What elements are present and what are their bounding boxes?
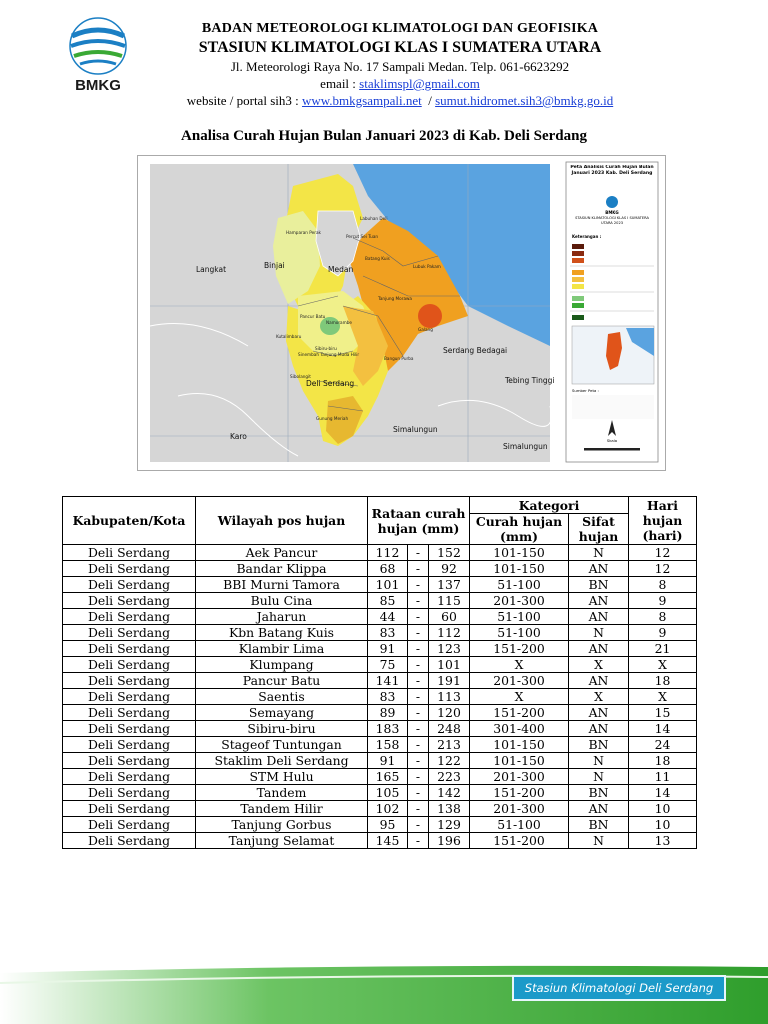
label-kutalimbaru: Kutalimbaru <box>276 334 302 339</box>
cell-rataan-min: 112 <box>368 545 408 561</box>
cell-rataan-max: 123 <box>429 641 470 657</box>
cell-rataan-max: 152 <box>429 545 470 561</box>
cell-wilayah: Jaharun <box>196 609 368 625</box>
label-simalungun-1: Simalungun <box>393 425 438 434</box>
label-serdang-bedagai: Serdang Bedagai <box>443 346 508 355</box>
cell-kabupaten: Deli Serdang <box>63 625 196 641</box>
cell-rataan-max: 92 <box>429 561 470 577</box>
label-tanjung-morawa: Tanjung Morawa <box>378 296 412 301</box>
cell-curah: 151-200 <box>470 833 569 849</box>
cell-sifat: AN <box>569 609 629 625</box>
cell-dash: - <box>408 641 429 657</box>
cell-sifat: AN <box>569 593 629 609</box>
cell-rataan-min: 183 <box>368 721 408 737</box>
cell-hari: 12 <box>629 561 697 577</box>
cell-rataan-min: 68 <box>368 561 408 577</box>
cell-rataan-min: 44 <box>368 609 408 625</box>
cell-dash: - <box>408 609 429 625</box>
table-row <box>63 625 697 641</box>
cell-wilayah: Semayang <box>196 705 368 721</box>
website-separator: / <box>421 93 436 108</box>
table-row <box>63 545 697 561</box>
cell-kabupaten: Deli Serdang <box>63 817 196 833</box>
cell-sifat: BN <box>569 817 629 833</box>
header-hari-hujan: Hari hujan (hari) <box>629 497 697 545</box>
label-hamparan-perak: Hamparan Perak <box>286 230 321 235</box>
cell-sifat: BN <box>569 785 629 801</box>
footer-station-label: Stasiun Klimatologi Deli Serdang <box>512 975 726 1001</box>
cell-rataan-max: 120 <box>429 705 470 721</box>
cell-kabupaten: Deli Serdang <box>63 769 196 785</box>
cell-kabupaten: Deli Serdang <box>63 801 196 817</box>
letterhead <box>0 0 768 120</box>
cell-kabupaten: Deli Serdang <box>63 721 196 737</box>
email-link[interactable]: staklimspl@gmail.com <box>359 76 480 91</box>
cell-kabupaten: Deli Serdang <box>63 545 196 561</box>
cell-hari: 10 <box>629 801 697 817</box>
header-curah-hujan: Curah hujan (mm) <box>470 514 569 545</box>
cell-rataan-max: 129 <box>429 817 470 833</box>
legend-logo: BMKG <box>605 210 619 215</box>
cell-dash: - <box>408 753 429 769</box>
website-prefix: website / portal sih3 : <box>186 93 302 108</box>
cell-kabupaten: Deli Serdang <box>63 689 196 705</box>
cell-dash: - <box>408 657 429 673</box>
legend-sources: Sumber Peta : <box>572 388 599 393</box>
cell-wilayah: Tandem <box>196 785 368 801</box>
table-row <box>63 817 697 833</box>
cell-rataan-min: 91 <box>368 641 408 657</box>
cell-wilayah: BBI Murni Tamora <box>196 577 368 593</box>
cell-curah: 201-300 <box>470 593 569 609</box>
table-row <box>63 785 697 801</box>
cell-hari: 11 <box>629 769 697 785</box>
legend-logo-icon <box>606 196 618 208</box>
cell-kabupaten: Deli Serdang <box>63 609 196 625</box>
cell-wilayah: Sibiru-biru <box>196 721 368 737</box>
label-simalungun-2: Simalungun <box>503 442 548 451</box>
table-body <box>63 545 697 849</box>
label-tebing-tinggi: Tebing Tinggi <box>505 376 555 385</box>
cell-kabupaten: Deli Serdang <box>63 593 196 609</box>
cell-curah: 201-300 <box>470 673 569 689</box>
cell-rataan-min: 101 <box>368 577 408 593</box>
website-link[interactable]: www.bmkgsampali.net <box>301 93 422 108</box>
cell-rataan-min: 85 <box>368 593 408 609</box>
label-namorambe: Namorambe <box>326 320 352 325</box>
cell-curah: 151-200 <box>470 641 569 657</box>
cell-curah: 51-100 <box>470 577 569 593</box>
station-name: STASIUN KLIMATOLOGI KLAS I SUMATERA UTARA <box>198 39 602 56</box>
table-row <box>63 609 697 625</box>
cell-curah: 51-100 <box>470 817 569 833</box>
label-lubuk-pakam: Lubuk Pakam <box>413 264 441 269</box>
label-bangun-purba: Bangun Purba <box>384 356 414 361</box>
table-row <box>63 705 697 721</box>
cell-rataan-max: 113 <box>429 689 470 705</box>
cell-dash: - <box>408 577 429 593</box>
cell-kabupaten: Deli Serdang <box>63 833 196 849</box>
cell-sifat: X <box>569 657 629 673</box>
label-karo: Karo <box>230 432 247 441</box>
label-galang: Galang <box>418 327 433 332</box>
cell-curah: 201-300 <box>470 801 569 817</box>
legend-station: STASIUN KLIMATOLOGI KLAS I SUMATERA UTARA 2023 <box>575 216 649 225</box>
cell-wilayah: Stageof Tuntungan <box>196 737 368 753</box>
cell-dash: - <box>408 545 429 561</box>
cell-sifat: AN <box>569 721 629 737</box>
legend-scale: Skala <box>606 438 618 443</box>
cell-sifat: AN <box>569 561 629 577</box>
header-kategori: Kategori <box>470 497 629 514</box>
rainfall-table <box>62 496 697 849</box>
cell-rataan-max: 137 <box>429 577 470 593</box>
cell-sifat: AN <box>569 705 629 721</box>
table-row <box>63 657 697 673</box>
cell-hari: 15 <box>629 705 697 721</box>
cell-curah: 101-150 <box>470 545 569 561</box>
cell-curah: 201-300 <box>470 769 569 785</box>
cell-sifat: BN <box>569 577 629 593</box>
label-stm-hilir: Sinembah Tanjung Muda Hilir <box>298 352 360 357</box>
cell-rataan-min: 89 <box>368 705 408 721</box>
agency-name: BADAN METEOROLOGI KLIMATOLOGI DAN GEOFISIKA <box>201 21 599 36</box>
cell-rataan-min: 91 <box>368 753 408 769</box>
cell-hari: X <box>629 657 697 673</box>
cell-hari: X <box>629 689 697 705</box>
table-row <box>63 737 697 753</box>
cell-kabupaten: Deli Serdang <box>63 753 196 769</box>
table-row <box>63 593 697 609</box>
table-row <box>63 721 697 737</box>
cell-dash: - <box>408 673 429 689</box>
cell-rataan-max: 213 <box>429 737 470 753</box>
scale-bar <box>584 448 640 451</box>
cell-rataan-min: 83 <box>368 689 408 705</box>
cell-sifat: AN <box>569 641 629 657</box>
cell-sifat: N <box>569 833 629 849</box>
bmkg-logo <box>62 16 134 96</box>
label-deli-serdang: Deli Serdang <box>306 379 355 388</box>
cell-rataan-max: 191 <box>429 673 470 689</box>
cell-wilayah: Staklim Deli Serdang <box>196 753 368 769</box>
label-binjai: Binjai <box>264 261 285 270</box>
cell-hari: 14 <box>629 785 697 801</box>
cell-dash: - <box>408 817 429 833</box>
label-gunung-meriah: Gunung Meriah <box>316 416 349 421</box>
cell-rataan-min: 95 <box>368 817 408 833</box>
table-row <box>63 833 697 849</box>
rainfall-map <box>137 155 666 471</box>
cell-sifat: BN <box>569 737 629 753</box>
label-langkat: Langkat <box>196 265 227 274</box>
cell-dash: - <box>408 785 429 801</box>
table-row <box>63 577 697 593</box>
cell-rataan-min: 83 <box>368 625 408 641</box>
logo-text: BMKG <box>75 77 121 94</box>
cell-rataan-min: 141 <box>368 673 408 689</box>
cell-wilayah: Tanjung Selamat <box>196 833 368 849</box>
cell-dash: - <box>408 689 429 705</box>
cell-dash: - <box>408 625 429 641</box>
cell-dash: - <box>408 833 429 849</box>
label-batang-kuis: Batang Kuis <box>365 256 390 261</box>
cell-sifat: AN <box>569 801 629 817</box>
cell-wilayah: Pancur Batu <box>196 673 368 689</box>
cell-curah: 101-150 <box>470 737 569 753</box>
label-medan: Medan <box>328 265 354 274</box>
cell-sifat: AN <box>569 673 629 689</box>
cell-rataan-min: 165 <box>368 769 408 785</box>
cell-rataan-min: 105 <box>368 785 408 801</box>
cell-kabupaten: Deli Serdang <box>63 785 196 801</box>
cell-dash: - <box>408 737 429 753</box>
cell-curah: X <box>470 689 569 705</box>
cell-hari: 8 <box>629 577 697 593</box>
cell-sifat: N <box>569 625 629 641</box>
table-row <box>63 561 697 577</box>
map-legend <box>566 162 658 462</box>
cell-rataan-max: 122 <box>429 753 470 769</box>
header-rataan: Rataan curah hujan (mm) <box>368 497 470 545</box>
cell-wilayah: Klambir Lima <box>196 641 368 657</box>
table-row <box>63 801 697 817</box>
cell-curah: 101-150 <box>470 561 569 577</box>
cell-rataan-max: 112 <box>429 625 470 641</box>
cell-curah: 51-100 <box>470 625 569 641</box>
cell-hari: 18 <box>629 753 697 769</box>
cell-rataan-min: 102 <box>368 801 408 817</box>
cell-curah: X <box>470 657 569 673</box>
cell-curah: 51-100 <box>470 609 569 625</box>
cell-rataan-max: 196 <box>429 833 470 849</box>
cell-hari: 10 <box>629 817 697 833</box>
cell-dash: - <box>408 705 429 721</box>
cell-hari: 8 <box>629 609 697 625</box>
cell-hari: 24 <box>629 737 697 753</box>
cell-curah: 151-200 <box>470 785 569 801</box>
cell-wilayah: Bandar Klippa <box>196 561 368 577</box>
cell-curah: 101-150 <box>470 753 569 769</box>
label-percut: Percut Sei Tuan <box>346 234 379 239</box>
cell-curah: 151-200 <box>470 705 569 721</box>
cell-kabupaten: Deli Serdang <box>63 673 196 689</box>
cell-rataan-min: 145 <box>368 833 408 849</box>
map-figure <box>138 156 665 470</box>
cell-hari: 14 <box>629 721 697 737</box>
cell-rataan-max: 101 <box>429 657 470 673</box>
cell-hari: 18 <box>629 673 697 689</box>
cell-wilayah: Kbn Batang Kuis <box>196 625 368 641</box>
cell-kabupaten: Deli Serdang <box>63 657 196 673</box>
table-row <box>63 641 697 657</box>
cell-rataan-max: 60 <box>429 609 470 625</box>
cell-dash: - <box>408 721 429 737</box>
cell-hari: 9 <box>629 625 697 641</box>
cell-wilayah: Tanjung Gorbus <box>196 817 368 833</box>
legend-title: Peta Analisis Curah Hujan Bulan Januari 2023 Kab. Deli Serdang <box>570 165 654 176</box>
header-kabupaten: Kabupaten/Kota <box>63 497 196 545</box>
cell-kabupaten: Deli Serdang <box>63 705 196 721</box>
page-title: Analisa Curah Hujan Bulan Januari 2023 di Kab. Deli Serdang <box>181 128 587 144</box>
cell-hari: 12 <box>629 545 697 561</box>
website-line <box>150 92 650 109</box>
red-spot <box>418 304 442 328</box>
label-sibiru: Sibiru-biru <box>315 346 337 351</box>
cell-sifat: X <box>569 689 629 705</box>
header-sifat-hujan: Sifat hujan <box>569 514 629 545</box>
cell-hari: 9 <box>629 593 697 609</box>
portal-email-link[interactable]: sumut.hidromet.sih3@bmkg.go.id <box>435 93 614 108</box>
legend-keterangan: Keterangan : <box>572 234 602 239</box>
table-row <box>63 689 697 705</box>
cell-rataan-max: 115 <box>429 593 470 609</box>
cell-kabupaten: Deli Serdang <box>63 561 196 577</box>
cell-wilayah: Klumpang <box>196 657 368 673</box>
table-row <box>63 673 697 689</box>
cell-rataan-min: 75 <box>368 657 408 673</box>
cell-kabupaten: Deli Serdang <box>63 737 196 753</box>
cell-sifat: N <box>569 753 629 769</box>
cell-wilayah: Bulu Cina <box>196 593 368 609</box>
cell-wilayah: Saentis <box>196 689 368 705</box>
cell-dash: - <box>408 769 429 785</box>
cell-wilayah: Aek Pancur <box>196 545 368 561</box>
email-prefix: email : <box>320 76 360 91</box>
cell-rataan-min: 158 <box>368 737 408 753</box>
letterhead-text <box>150 20 650 109</box>
label-sibolangit: Sibolangit <box>290 374 311 379</box>
cell-kabupaten: Deli Serdang <box>63 577 196 593</box>
header-wilayah: Wilayah pos hujan <box>196 497 368 545</box>
cell-wilayah: Tandem Hilir <box>196 801 368 817</box>
table-row <box>63 753 697 769</box>
label-pancur-batu: Pancur Batu <box>300 314 326 319</box>
cell-dash: - <box>408 801 429 817</box>
cell-rataan-max: 248 <box>429 721 470 737</box>
label-labuhan-deli: Labuhan Deli <box>360 216 388 221</box>
cell-curah: 301-400 <box>470 721 569 737</box>
cell-rataan-max: 142 <box>429 785 470 801</box>
cell-dash: - <box>408 593 429 609</box>
cell-rataan-max: 138 <box>429 801 470 817</box>
table-row <box>63 769 697 785</box>
cell-hari: 21 <box>629 641 697 657</box>
cell-sifat: N <box>569 545 629 561</box>
address: Jl. Meteorologi Raya No. 17 Sampali Medan. Telp. 061-6623292 <box>230 59 570 74</box>
cell-hari: 13 <box>629 833 697 849</box>
cell-rataan-max: 223 <box>429 769 470 785</box>
cell-wilayah: STM Hulu <box>196 769 368 785</box>
cell-kabupaten: Deli Serdang <box>63 641 196 657</box>
cell-dash: - <box>408 561 429 577</box>
email-line <box>150 75 650 92</box>
cell-sifat: N <box>569 769 629 785</box>
